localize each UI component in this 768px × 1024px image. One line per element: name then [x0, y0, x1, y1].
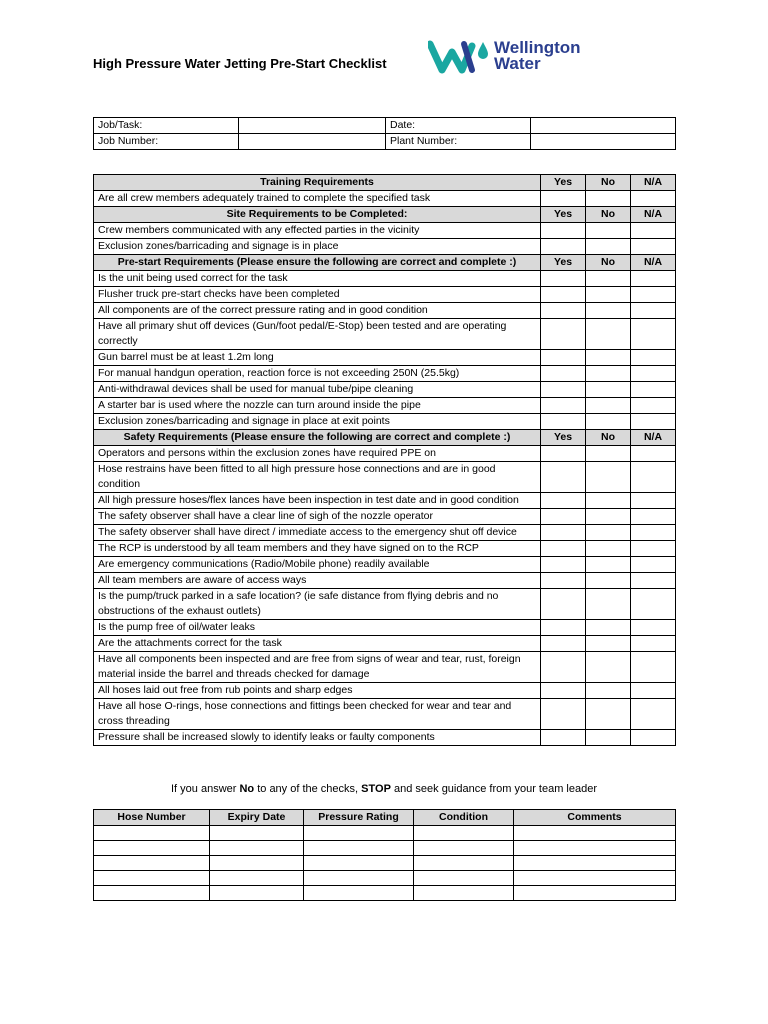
advice-no-word: No — [239, 783, 255, 795]
job-task-label: Job/Task: — [94, 118, 239, 134]
hose-cell-input[interactable] — [210, 841, 304, 856]
hose-cell-input[interactable] — [304, 841, 414, 856]
plant-number-label: Plant Number: — [386, 134, 531, 150]
section-header-row — [94, 175, 676, 191]
no-checkbox-cell[interactable] — [586, 319, 631, 350]
hose-cell-input[interactable] — [94, 886, 210, 901]
hose-column-header: Condition — [414, 810, 514, 826]
na-column-header: N/A — [631, 175, 676, 191]
no-checkbox-cell[interactable] — [586, 350, 631, 366]
yes-checkbox-cell[interactable] — [541, 366, 586, 382]
section-heading: Safety Requirements (Please ensure the following are correct and complete :) — [94, 430, 541, 446]
hose-cell-input[interactable] — [210, 826, 304, 841]
job-number-label: Job Number: — [94, 134, 239, 150]
na-checkbox-cell[interactable] — [631, 557, 676, 573]
checklist-row — [94, 652, 676, 683]
yes-column-header: Yes — [541, 255, 586, 271]
checklist-row — [94, 398, 676, 414]
logo-text-line1: Wellington — [494, 38, 581, 57]
checklist-item-text: Exclusion zones/barricading and signage is in place — [94, 239, 541, 255]
yes-checkbox-cell[interactable] — [541, 636, 586, 652]
na-checkbox-cell[interactable] — [631, 350, 676, 366]
checklist-row — [94, 557, 676, 573]
checklist-item-text: Exclusion zones/barricading and signage in place at exit points — [94, 414, 541, 430]
hose-cell-input[interactable] — [514, 856, 676, 871]
checklist-item-text: Have all components been inspected and are free from signs of wear and tear, rust, foreign material inside the barrel and threads checked for damage — [94, 652, 541, 683]
yes-checkbox-cell[interactable] — [541, 319, 586, 350]
yes-checkbox-cell[interactable] — [541, 652, 586, 683]
checklist-item-text: Have all hose O-rings, hose connections and fittings been checked for wear and tear and cross threading — [94, 699, 541, 730]
na-column-header: N/A — [631, 207, 676, 223]
yes-checkbox-cell[interactable] — [541, 730, 586, 746]
no-checkbox-cell[interactable] — [586, 589, 631, 620]
yes-checkbox-cell[interactable] — [541, 303, 586, 319]
yes-checkbox-cell[interactable] — [541, 350, 586, 366]
date-field[interactable] — [531, 118, 676, 134]
yes-checkbox-cell[interactable] — [541, 573, 586, 589]
yes-checkbox-cell[interactable] — [541, 620, 586, 636]
no-checkbox-cell[interactable] — [586, 303, 631, 319]
no-checkbox-cell[interactable] — [586, 287, 631, 303]
yes-checkbox-cell[interactable] — [541, 239, 586, 255]
checklist-row — [94, 414, 676, 430]
na-checkbox-cell[interactable] — [631, 414, 676, 430]
checklist-row — [94, 271, 676, 287]
hose-table — [93, 809, 676, 901]
checklist-row — [94, 446, 676, 462]
checklist-item-text: A starter bar is used where the nozzle can turn around inside the pipe — [94, 398, 541, 414]
no-checkbox-cell[interactable] — [586, 223, 631, 239]
logo-mark-icon — [428, 40, 490, 74]
hose-row — [94, 826, 676, 841]
hose-cell-input[interactable] — [304, 871, 414, 886]
na-checkbox-cell[interactable] — [631, 525, 676, 541]
no-checkbox-cell[interactable] — [586, 462, 631, 493]
na-checkbox-cell[interactable] — [631, 652, 676, 683]
yes-column-header: Yes — [541, 207, 586, 223]
hose-cell-input[interactable] — [210, 886, 304, 901]
yes-checkbox-cell[interactable] — [541, 382, 586, 398]
checklist-table — [93, 174, 676, 746]
hose-row — [94, 871, 676, 886]
no-checkbox-cell[interactable] — [586, 398, 631, 414]
hose-cell-input[interactable] — [414, 856, 514, 871]
no-column-header: No — [586, 207, 631, 223]
na-checkbox-cell[interactable] — [631, 730, 676, 746]
yes-checkbox-cell[interactable] — [541, 525, 586, 541]
no-checkbox-cell[interactable] — [586, 493, 631, 509]
checklist-row — [94, 525, 676, 541]
checklist-item-text: The safety observer shall have a clear line of sigh of the nozzle operator — [94, 509, 541, 525]
yes-checkbox-cell[interactable] — [541, 414, 586, 430]
checklist-row — [94, 366, 676, 382]
yes-checkbox-cell[interactable] — [541, 462, 586, 493]
checklist-row — [94, 509, 676, 525]
na-checkbox-cell[interactable] — [631, 462, 676, 493]
yes-column-header: Yes — [541, 175, 586, 191]
checklist-item-text: For manual handgun operation, reaction force is not exceeding 250N (25.5kg) — [94, 366, 541, 382]
table-row — [94, 118, 676, 134]
job-task-field[interactable] — [239, 118, 386, 134]
yes-checkbox-cell[interactable] — [541, 683, 586, 699]
checklist-row — [94, 573, 676, 589]
hose-column-header: Hose Number — [94, 810, 210, 826]
hose-column-header: Comments — [514, 810, 676, 826]
checklist-item-text: The RCP is understood by all team members and they have signed on to the RCP — [94, 541, 541, 557]
no-checkbox-cell[interactable] — [586, 271, 631, 287]
checklist-item-text: Is the pump free of oil/water leaks — [94, 620, 541, 636]
na-checkbox-cell[interactable] — [631, 366, 676, 382]
na-checkbox-cell[interactable] — [631, 493, 676, 509]
checklist-row — [94, 239, 676, 255]
no-checkbox-cell[interactable] — [586, 414, 631, 430]
hose-cell-input[interactable] — [94, 856, 210, 871]
section-header-row — [94, 430, 676, 446]
checklist-row — [94, 730, 676, 746]
na-checkbox-cell[interactable] — [631, 382, 676, 398]
na-checkbox-cell[interactable] — [631, 573, 676, 589]
checklist-row — [94, 319, 676, 350]
advice-text: and seek guidance from your team leader — [390, 783, 597, 795]
checklist-row — [94, 287, 676, 303]
checklist-row — [94, 589, 676, 620]
no-checkbox-cell[interactable] — [586, 636, 631, 652]
checklist-item-text: All components are of the correct pressure rating and in good condition — [94, 303, 541, 319]
yes-checkbox-cell[interactable] — [541, 493, 586, 509]
no-checkbox-cell[interactable] — [586, 541, 631, 557]
hose-cell-input[interactable] — [414, 871, 514, 886]
logo-text-line2: Water — [494, 54, 541, 73]
stop-advice — [93, 783, 675, 795]
hose-cell-input[interactable] — [514, 886, 676, 901]
hose-row — [94, 841, 676, 856]
na-checkbox-cell[interactable] — [631, 636, 676, 652]
yes-checkbox-cell[interactable] — [541, 223, 586, 239]
section-header-row — [94, 207, 676, 223]
checklist-item-text: Gun barrel must be at least 1.2m long — [94, 350, 541, 366]
yes-checkbox-cell[interactable] — [541, 191, 586, 207]
hose-cell-input[interactable] — [304, 856, 414, 871]
hose-header-row — [94, 810, 676, 826]
checklist-row — [94, 541, 676, 557]
checklist-item-text: Pressure shall be increased slowly to identify leaks or faulty components — [94, 730, 541, 746]
na-checkbox-cell[interactable] — [631, 699, 676, 730]
checklist-row — [94, 223, 676, 239]
checklist-row — [94, 493, 676, 509]
checklist-item-text: Operators and persons within the exclusion zones have required PPE on — [94, 446, 541, 462]
checklist-item-text: Are all crew members adequately trained to complete the specified task — [94, 191, 541, 207]
na-checkbox-cell[interactable] — [631, 303, 676, 319]
checklist-row — [94, 620, 676, 636]
checklist-item-text: All hoses laid out free from rub points and sharp edges — [94, 683, 541, 699]
yes-checkbox-cell[interactable] — [541, 271, 586, 287]
plant-number-field[interactable] — [531, 134, 676, 150]
no-checkbox-cell[interactable] — [586, 366, 631, 382]
na-checkbox-cell[interactable] — [631, 398, 676, 414]
yes-checkbox-cell[interactable] — [541, 446, 586, 462]
hose-column-header: Expiry Date — [210, 810, 304, 826]
advice-text: If you answer — [171, 783, 240, 795]
yes-column-header: Yes — [541, 430, 586, 446]
hose-cell-input[interactable] — [210, 871, 304, 886]
na-checkbox-cell[interactable] — [631, 541, 676, 557]
yes-checkbox-cell[interactable] — [541, 541, 586, 557]
no-checkbox-cell[interactable] — [586, 730, 631, 746]
hose-cell-input[interactable] — [94, 871, 210, 886]
checklist-item-text: Anti-withdrawal devices shall be used for manual tube/pipe cleaning — [94, 382, 541, 398]
checklist-row — [94, 462, 676, 493]
advice-text: to any of the checks, — [254, 783, 362, 795]
checklist-item-text: Are the attachments correct for the task — [94, 636, 541, 652]
na-checkbox-cell[interactable] — [631, 223, 676, 239]
page-title: High Pressure Water Jetting Pre-Start Checklist — [93, 56, 387, 71]
hose-cell-input[interactable] — [414, 841, 514, 856]
no-checkbox-cell[interactable] — [586, 620, 631, 636]
no-column-header: No — [586, 255, 631, 271]
na-checkbox-cell[interactable] — [631, 509, 676, 525]
no-checkbox-cell[interactable] — [586, 557, 631, 573]
checklist-row — [94, 382, 676, 398]
hose-cell-input[interactable] — [514, 826, 676, 841]
section-heading: Pre-start Requirements (Please ensure the following are correct and complete :) — [94, 255, 541, 271]
checklist-item-text: Hose restrains have been fitted to all high pressure hose connections and are in good condition — [94, 462, 541, 493]
hose-cell-input[interactable] — [210, 856, 304, 871]
job-info-table — [93, 117, 676, 150]
checklist-item-text: Is the unit being used correct for the task — [94, 271, 541, 287]
no-checkbox-cell[interactable] — [586, 525, 631, 541]
yes-checkbox-cell[interactable] — [541, 509, 586, 525]
hose-cell-input[interactable] — [514, 871, 676, 886]
na-checkbox-cell[interactable] — [631, 446, 676, 462]
advice-stop-word: STOP — [361, 783, 391, 795]
no-checkbox-cell[interactable] — [586, 652, 631, 683]
hose-row — [94, 856, 676, 871]
no-checkbox-cell[interactable] — [586, 699, 631, 730]
hose-cell-input[interactable] — [514, 841, 676, 856]
na-checkbox-cell[interactable] — [631, 287, 676, 303]
section-heading: Site Requirements to be Completed: — [94, 207, 541, 223]
no-checkbox-cell[interactable] — [586, 239, 631, 255]
hose-cell-input[interactable] — [94, 826, 210, 841]
na-checkbox-cell[interactable] — [631, 683, 676, 699]
hose-cell-input[interactable] — [304, 886, 414, 901]
yes-checkbox-cell[interactable] — [541, 589, 586, 620]
hose-cell-input[interactable] — [414, 886, 514, 901]
yes-checkbox-cell[interactable] — [541, 557, 586, 573]
checklist-row — [94, 699, 676, 730]
checklist-item-text: All team members are aware of access ways — [94, 573, 541, 589]
na-checkbox-cell[interactable] — [631, 191, 676, 207]
na-column-header: N/A — [631, 255, 676, 271]
no-checkbox-cell[interactable] — [586, 191, 631, 207]
checklist-row — [94, 191, 676, 207]
yes-checkbox-cell[interactable] — [541, 398, 586, 414]
checklist-item-text: Is the pump/truck parked in a safe location? (ie safe distance from flying debris and no obstructions of the exhaust outlets) — [94, 589, 541, 620]
checklist-item-text: Crew members communicated with any effected parties in the vicinity — [94, 223, 541, 239]
section-heading: Training Requirements — [94, 175, 541, 191]
wellington-water-logo — [428, 40, 628, 76]
hose-cell-input[interactable] — [94, 841, 210, 856]
checklist-row — [94, 350, 676, 366]
checklist-item-text: The safety observer shall have direct / immediate access to the emergency shut off device — [94, 525, 541, 541]
na-checkbox-cell[interactable] — [631, 271, 676, 287]
yes-checkbox-cell[interactable] — [541, 699, 586, 730]
hose-cell-input[interactable] — [414, 826, 514, 841]
yes-checkbox-cell[interactable] — [541, 287, 586, 303]
hose-cell-input[interactable] — [304, 826, 414, 841]
checklist-item-text: Flusher truck pre-start checks have been completed — [94, 287, 541, 303]
no-checkbox-cell[interactable] — [586, 509, 631, 525]
checklist-item-text: Are emergency communications (Radio/Mobile phone) readily available — [94, 557, 541, 573]
section-header-row — [94, 255, 676, 271]
no-checkbox-cell[interactable] — [586, 573, 631, 589]
checklist-row — [94, 636, 676, 652]
na-column-header: N/A — [631, 430, 676, 446]
checklist-item-text: All high pressure hoses/flex lances have been inspection in test date and in good condition — [94, 493, 541, 509]
hose-column-header: Pressure Rating — [304, 810, 414, 826]
no-checkbox-cell[interactable] — [586, 382, 631, 398]
na-checkbox-cell[interactable] — [631, 589, 676, 620]
no-checkbox-cell[interactable] — [586, 446, 631, 462]
checklist-row — [94, 303, 676, 319]
job-number-field[interactable] — [239, 134, 386, 150]
table-row — [94, 134, 676, 150]
na-checkbox-cell[interactable] — [631, 319, 676, 350]
no-column-header: No — [586, 430, 631, 446]
na-checkbox-cell[interactable] — [631, 620, 676, 636]
no-column-header: No — [586, 175, 631, 191]
date-label: Date: — [386, 118, 531, 134]
no-checkbox-cell[interactable] — [586, 683, 631, 699]
hose-row — [94, 886, 676, 901]
checklist-item-text: Have all primary shut off devices (Gun/foot pedal/E-Stop) been tested and are operating correctly — [94, 319, 541, 350]
checklist-row — [94, 683, 676, 699]
na-checkbox-cell[interactable] — [631, 239, 676, 255]
